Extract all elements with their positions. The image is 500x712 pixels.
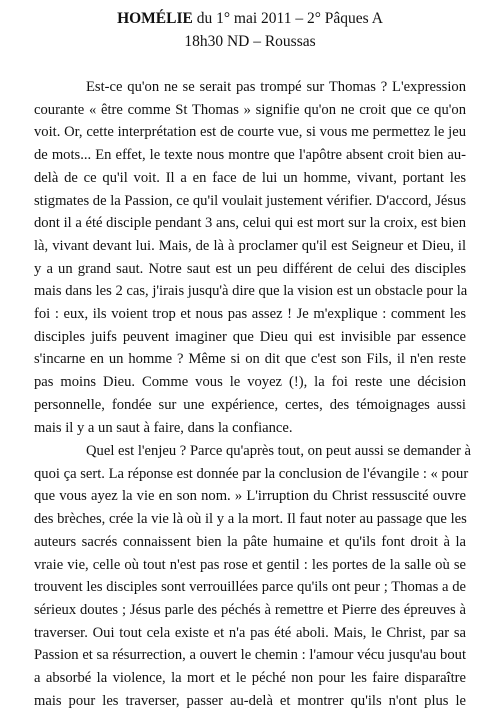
paragraph-line: a absorbé la violence, la mort et le péché non pour les faire disparaître bbox=[34, 670, 466, 686]
paragraph-line: quoi ça sert. La réponse est donnée par la conclusion de l'évangile : « pour bbox=[34, 465, 469, 482]
paragraph-line: disciples juifs peuvent imaginer que Dieu qui est invisible par essence bbox=[34, 328, 466, 345]
paragraph-line: personnelle, fondée sur une expérience, certes, des témoignages aussi bbox=[34, 396, 466, 413]
paragraph-line: des brèches, crée la vie là où il y a la mort. Il faut noter au passage que les bbox=[34, 511, 467, 528]
paragraph-line: s'incarne en un homme ? Même si on dit que c'est son Fils, il n'en reste bbox=[34, 351, 466, 368]
paragraph-line: là, vivant devant lui. Mais, de là à proclamer qu'il est Seigneur et Dieu, il bbox=[34, 237, 466, 254]
paragraph-line: mais pour les traverser, passer au-delà et montrer qu'ils n'ont plus le bbox=[34, 692, 466, 709]
paragraph-line: Passion et sa résurrection, a ouvert le chemin : l'amour vécu jusqu'au bout bbox=[34, 647, 466, 664]
paragraph-line: foi : eux, ils voient trop et nous pas assez ! Je m'explique : comment les bbox=[34, 306, 466, 322]
paragraph-line: pas moins Dieu. Comme vous le voyez (!), la foi reste une décision bbox=[34, 374, 466, 391]
homily-title bbox=[0, 9, 500, 29]
paragraph-line: voit. Or, cette interprétation est de courte vue, si vous me permettez le jeu bbox=[34, 124, 466, 141]
paragraph-line: vraie vie, celle où tout n'est pas rose et gentil : les portes de la salle où se bbox=[34, 556, 466, 573]
paragraph-line: delà de ce qu'il voit. Il a en face de lui un homme, vivant, portant les bbox=[34, 169, 466, 186]
paragraph-line: dont il a été disciple pendant 3 ans, celui qui est mort sur la croix, est bien bbox=[34, 215, 467, 232]
homily-subtitle: 18h30 ND – Roussas bbox=[184, 33, 316, 50]
paragraph-line: que vous ayez la vie en son nom. » L'irruption du Christ ressuscité ouvre bbox=[34, 488, 466, 505]
paragraph-line: mais il y a un saut à faire, dans la confiance. bbox=[34, 419, 293, 436]
paragraph-line: mais dans les 2 cas, j'irais jusqu'à dire que la vision est un obstacle pour la bbox=[34, 283, 468, 300]
paragraph-line: Quel est l'enjeu ? Parce qu'après tout, on peut aussi se demander à bbox=[86, 443, 471, 459]
paragraph-line: courante « être comme St Thomas » signifie qu'on ne croit que ce qu'on bbox=[34, 101, 466, 118]
homily-title-bold: HOMÉLIE bbox=[117, 10, 193, 27]
paragraph-line: stigmates de la Passion, ce qu'il voulait justement vérifier. D'accord, Jésus bbox=[34, 192, 467, 209]
paragraph-line: sérieux doutes ; Jésus parle des péchés à remettre et Pierre des épreuves à bbox=[34, 601, 466, 618]
paragraph-line: trouvent les disciples sont verrouillées parce qu'ils ont peur ; Thomas a de bbox=[34, 579, 466, 596]
paragraph-line: Est-ce qu'on ne se serait pas trompé sur Thomas ? L'expression bbox=[86, 79, 466, 95]
paragraph-line: y a un grand saut. Notre saut est un peu différent de celui des disciples bbox=[34, 260, 466, 277]
homily-title-date: du 1° mai 2011 – 2° Pâques A bbox=[192, 10, 383, 27]
paragraph-line: auteurs sacrés connaissent bien la pâte humaine et qu'ils font droit à la bbox=[34, 533, 466, 550]
paragraph-line: traverser. Oui tout cela existe et n'a pas été aboli. Mais, le Christ, par sa bbox=[34, 624, 466, 641]
paragraph-line: de mots... En effet, le texte nous montre que l'apôtre absent croit bien au- bbox=[34, 147, 466, 164]
